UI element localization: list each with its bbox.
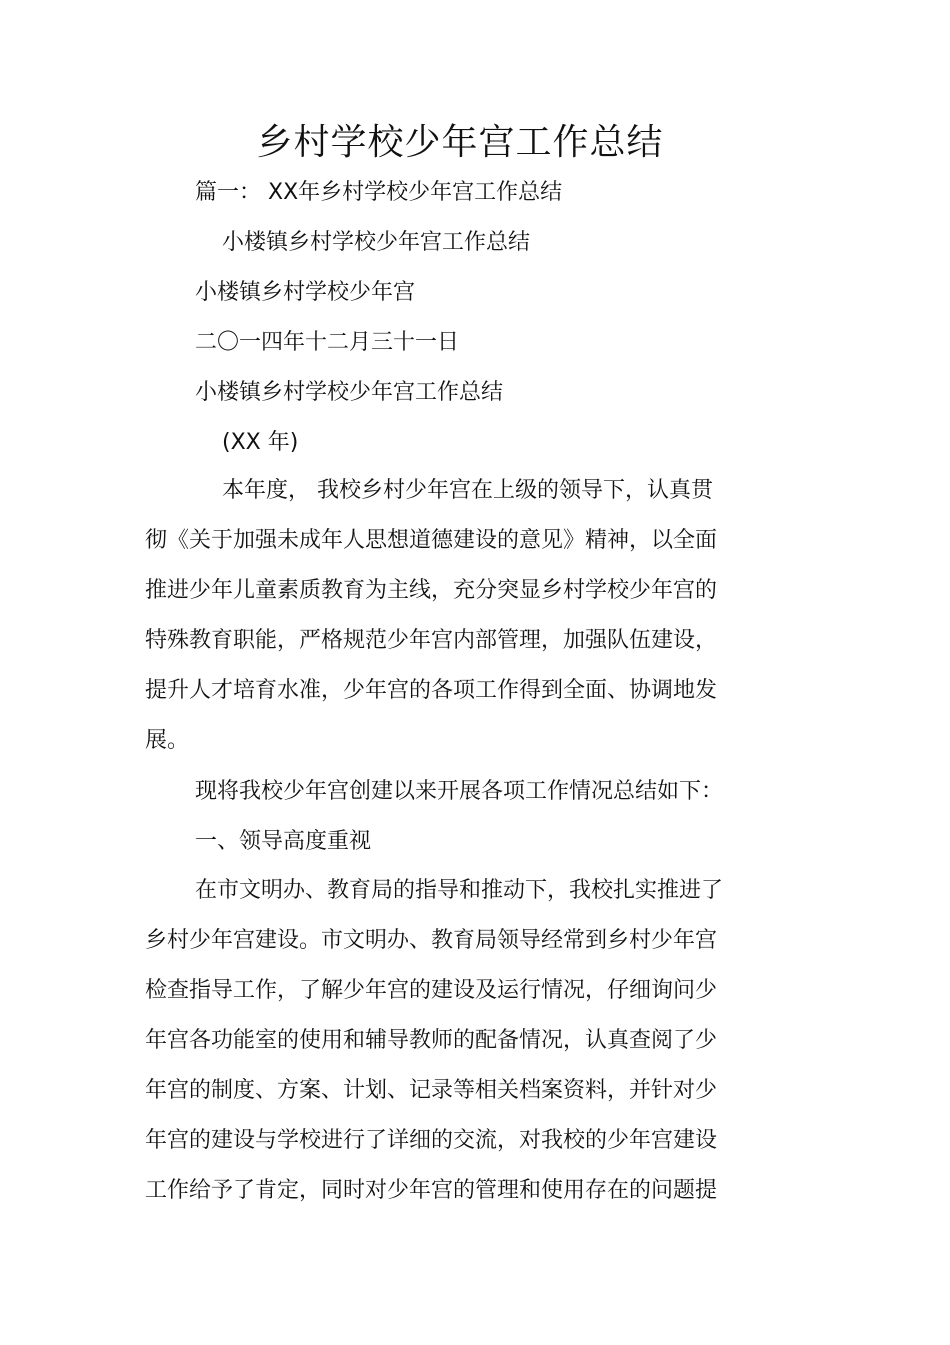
paragraph-line: 在市文明办、教育局的指导和推动下，我校扎实推进了 — [195, 878, 724, 903]
document-date: 二〇一四年十二月三十一日 — [195, 330, 460, 355]
paragraph-intro — [145, 466, 755, 766]
paragraph-line: 检查指导工作，了解少年宫的建设及运行情况，仔细询问少 — [145, 978, 718, 1003]
heading-chapter-one: 篇一： XX年乡村学校少年宫工作总结 — [195, 180, 563, 205]
paragraph-line: 推进少年儿童素质教育为主线，充分突显乡村学校少年宫的 — [145, 578, 718, 603]
paragraph-line: 彻《关于加强未成年人思想道德建设的意见》精神，以全面 — [145, 528, 718, 553]
year-label: (XX 年) — [222, 430, 299, 455]
paragraph-line: 本年度， 我校乡村少年宫在上级的领导下，认真贯 — [222, 478, 713, 503]
heading-summary: 小楼镇乡村学校少年宫工作总结 — [195, 380, 504, 405]
paragraph-line: 乡村少年宫建设。市文明办、教育局领导经常到乡村少年宫 — [145, 928, 718, 953]
organization-name: 小楼镇乡村学校少年宫 — [195, 280, 416, 305]
paragraph-line: 年宫的建设与学校进行了详细的交流，对我校的少年宫建设 — [145, 1128, 718, 1153]
section-heading-one: 一、领导高度重视 — [195, 829, 372, 854]
paragraph-line: 工作给予了肯定，同时对少年宫的管理和使用存在的问题提 — [145, 1178, 718, 1203]
paragraph-line: 展。 — [145, 728, 190, 753]
paragraph-line: 特殊教育职能，严格规范少年宫内部管理，加强队伍建设， — [145, 628, 718, 653]
paragraph-line: 年宫的制度、方案、计划、记录等相关档案资料，并针对少 — [145, 1078, 718, 1103]
summary-intro-line: 现将我校少年宫创建以来开展各项工作情况总结如下： — [195, 779, 724, 804]
heading-subtitle: 小楼镇乡村学校少年宫工作总结 — [222, 230, 531, 255]
paragraph-leadership — [145, 866, 755, 1216]
paragraph-line: 提升人才培育水准，少年宫的各项工作得到全面、协调地发 — [145, 678, 718, 703]
paragraph-line: 年宫各功能室的使用和辅导教师的配备情况，认真查阅了少 — [145, 1028, 718, 1053]
document-title: 乡村学校少年宫工作总结 — [256, 122, 664, 163]
